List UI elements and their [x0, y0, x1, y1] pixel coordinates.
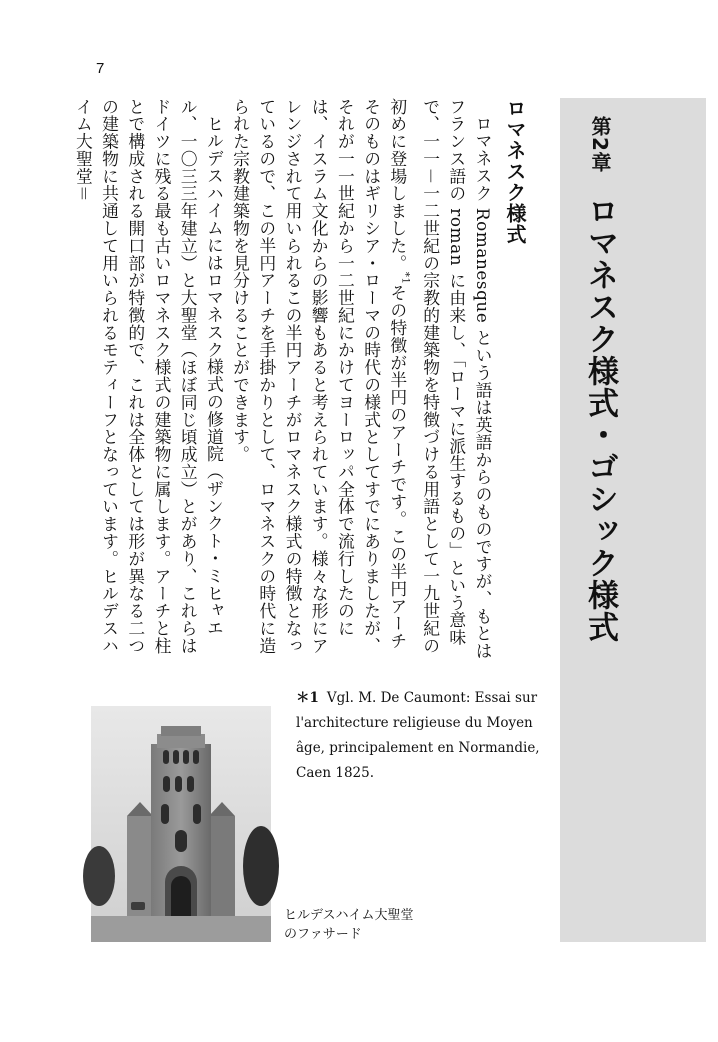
photo-caption-line: のファサード — [284, 927, 362, 942]
footnote-mark: ＊1 — [296, 690, 319, 706]
section-heading: ロマネスク様式 — [503, 98, 527, 245]
chapter-title — [578, 116, 623, 643]
paragraph: ヒルデスハイムにはロマネスク様式の修道院（ザンクト・ミヒャエル、一〇三三年建立）と大聖堂（ほぼ同じ頃成立）とがあり、これらはドイツに残る最も古いロマネスク様式の建築物に属します。アーチと柱とで構成される開口部が特徴的で、これは全体としては形が異なる二つの建築物に共通して用いられるモティーフとなっています。ヒルデスハイム大聖堂＝ — [73, 98, 225, 655]
paragraph-text: ロマネスク Romanesque という語は英語からのものですが、もとはフランス語の roman に由来し、「ローマに派生するもの」という意味で、一一－一二世紀の宗教的建築物を特徴づける用語として一九世紀の初めに登場しました。 — [387, 98, 493, 660]
main-text — [73, 98, 530, 662]
photo-caption — [284, 906, 434, 944]
cathedral-photo-icon — [91, 706, 271, 942]
paragraph-text: その特徴が半円のアーチです。この半円アーチそのものはギリシア・ローマの時代の様式としてすでにありましたが、それが一一世紀から一二世紀にかけてヨーロッパ全体で流行したのには、イスラム文化からの影響もあると考えられています。様々な形にアレンジされて用いられるこの半円アーチがロマネスク様式の特徴となっているので、この半円アーチを手掛かりとして、ロマネスクの時代に造られた宗教建築物を見分けることができます。 — [230, 98, 408, 655]
photo-caption-line: ヒルデスハイム大聖堂 — [284, 908, 414, 923]
paragraph — [227, 98, 496, 662]
chapter-number-label: 第2章 — [588, 116, 612, 173]
footnote — [296, 686, 558, 786]
footnote-text: Vgl. M. De Caumont: Essai sur l'architecture religieuse du Moyen âge, principalement en Normandie, Caen 1825. — [296, 690, 540, 781]
page-number: 7 — [96, 60, 105, 77]
chapter-name: ロマネスク様式・ゴシック様式 — [582, 194, 618, 643]
cathedral-photo — [91, 706, 271, 942]
footnote-ref[interactable]: *1 — [399, 271, 411, 285]
